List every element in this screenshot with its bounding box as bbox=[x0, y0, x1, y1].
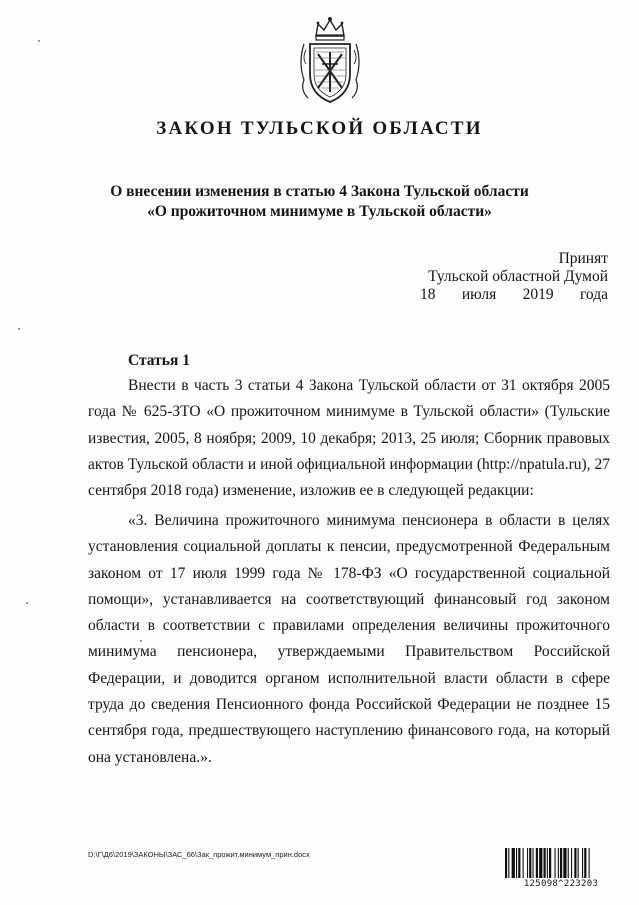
barcode-bar bbox=[549, 848, 551, 878]
barcode-bar bbox=[527, 848, 528, 878]
barcode-bar bbox=[578, 848, 579, 878]
adopted-by: Тульской областной Думой bbox=[428, 268, 608, 285]
barcode-bar bbox=[505, 848, 507, 878]
barcode-bar bbox=[589, 848, 590, 878]
article-paragraph-1: Внести в часть 3 статьи 4 Закона Тульской области от 31 октября 2005 года № 625-ЗТО «О прожиточном минимуме в Тульской области» (Тульские известия, 2005, 8 ноября; 2009, 10 декабря; 2013, 25 июля; Сборник правовых актов Тульской области и иной официальной информации (http://npatula.ru), 27 сентября 2018 года) изменение, изложив ее в следующей редакции: bbox=[88, 377, 610, 500]
barcode-bar bbox=[555, 848, 556, 878]
barcode-bar bbox=[547, 848, 548, 878]
barcode-bar bbox=[512, 848, 515, 878]
adopted-year: 2019 bbox=[522, 286, 554, 303]
barcode-bar bbox=[568, 848, 569, 878]
article-title: Статья 1 bbox=[128, 352, 190, 369]
file-path-footer: D:\Г\Д6\2019\ЗАКОНЫ\ЗАС_66\Зак_прожит.минимум_прин.docx bbox=[88, 850, 310, 859]
barcode-icon bbox=[505, 848, 617, 878]
adoption-block bbox=[420, 250, 608, 304]
barcode-bar bbox=[508, 848, 509, 878]
document-title: ЗАКОН ТУЛЬСКОЙ ОБЛАСТИ bbox=[156, 118, 483, 139]
scan-speck bbox=[18, 328, 20, 330]
barcode-bar bbox=[582, 848, 583, 878]
barcode-bar bbox=[584, 848, 586, 878]
barcode-bar bbox=[518, 848, 520, 878]
barcode-bar bbox=[536, 848, 538, 878]
scan-speck bbox=[26, 602, 28, 604]
scan-speck bbox=[140, 640, 142, 642]
subtitle-line-2: «О прожиточном минимуме в Тульской области» bbox=[147, 203, 492, 220]
barcode-bar bbox=[533, 848, 534, 878]
adopted-label: Принят bbox=[558, 250, 608, 267]
barcode-bar bbox=[544, 848, 546, 878]
barcode-number: 125098^223203 bbox=[523, 879, 599, 889]
barcode-bar bbox=[529, 848, 531, 878]
adopted-day: 18 bbox=[420, 286, 436, 303]
barcode-bar bbox=[563, 848, 566, 878]
scan-speck bbox=[38, 40, 40, 42]
barcode-bar bbox=[571, 848, 572, 878]
tula-coat-of-arms-icon bbox=[294, 14, 366, 106]
adopted-year-word: года bbox=[579, 286, 608, 303]
adopted-month: июля bbox=[461, 286, 497, 303]
adopted-date bbox=[420, 286, 608, 304]
barcode-bar bbox=[574, 848, 576, 878]
barcode-bar bbox=[560, 848, 562, 878]
barcode-bar bbox=[516, 848, 517, 878]
barcode-bar bbox=[523, 848, 524, 878]
article-paragraph-2: «3. Величина прожиточного минимума пенсионера в области в целях установления социальной доплаты к пенсии, предусмотренной Федеральным законом от 17 июля 1999 года № 178-ФЗ «О государственной социальной помощи», устанавливается на соответствующий финансовый год законом области в соответствии с правилами определения величины прожиточного минимума пенсионера, утверждаемыми Правительством Российской Федерации, и доводится органом исполнительной власти области в сфере труда до сведения Пенсионного фонда Российской Федерации не позднее 15 сентября года, предшествующего наступлению финансового года, на который она установлена.». bbox=[88, 512, 610, 766]
barcode-bar bbox=[558, 848, 559, 878]
document-subtitle bbox=[60, 182, 579, 222]
subtitle-line-1: О внесении изменения в статью 4 Закона Тульской области bbox=[110, 183, 529, 200]
barcode-bar bbox=[539, 848, 542, 878]
